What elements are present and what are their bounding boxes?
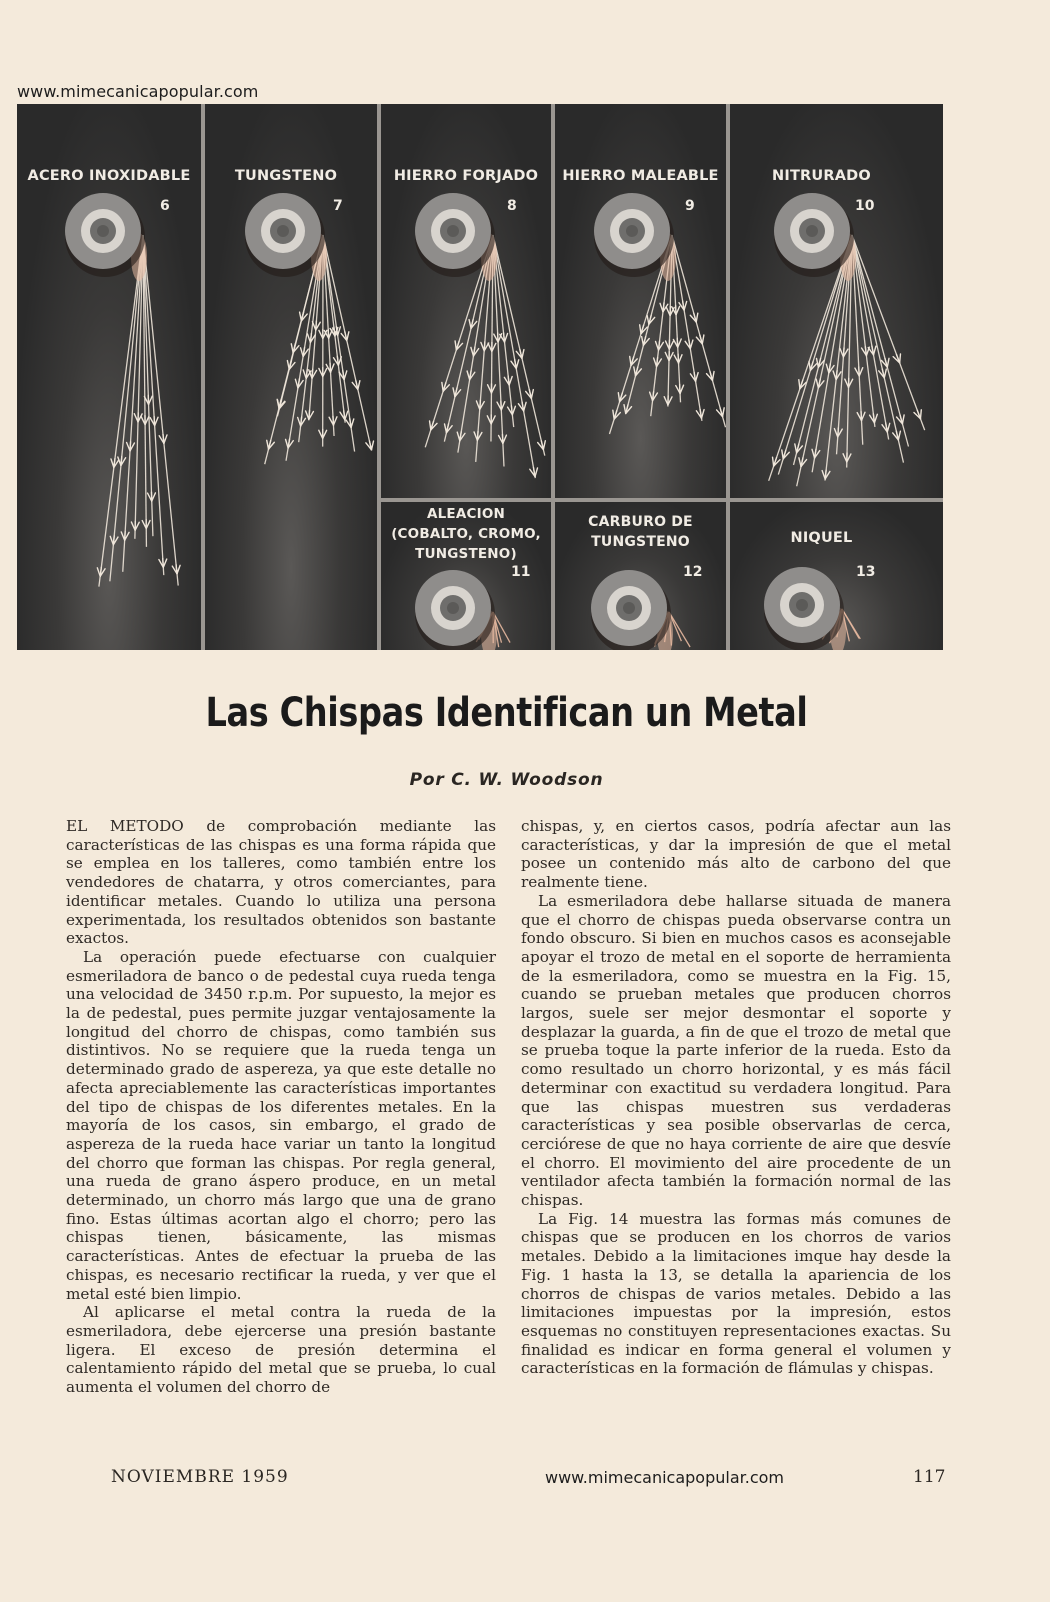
wheel-axle — [277, 225, 289, 237]
spark-stream — [97, 233, 180, 587]
spark-fork — [862, 412, 865, 420]
grinding-wheel-icon — [415, 193, 495, 277]
grinding-wheel-spark-illustration — [555, 502, 726, 650]
spark-fork — [524, 402, 526, 411]
article-column-right — [521, 817, 951, 1378]
panel-number: 6 — [160, 198, 170, 214]
panel-number: 9 — [685, 198, 695, 214]
wheel-axle — [806, 225, 818, 237]
grinding-wheel-spark-illustration — [730, 104, 943, 498]
grinding-wheel-icon — [245, 193, 325, 277]
paragraph: La operación puede efectuarse con cualquier esmeriladora de banco o de pedestal cuya rueda tenga una velocidad de 3450 r.p.m. Por supuesto, la mejor es la de pedestal, pues permite juzgar ventajosamente la longitud del chorro de chispas, como también sus distintivos. No se requiere que la rueda tenga un determinado grado de aspereza, ya que este detalle no afecta apreciablemente las características importantes del tipo de chispas de los diferentes metales. En la mayoría de los casos, sin embargo, el grado de aspereza de la rueda hace variar un tanto la longitud del chorro que forman las chispas. Por regla general, una rueda de grano áspero produce, en un metal determinado, un chorro más largo que una de grano fino. Estas últimas acortan algo el chorro; pero las chispas tienen, básicamente, las mismas características. Antes de efectuar la prueba de las chispas, es necesario rectificar la rueda, y ver que el metal esté bien limpio. — [66, 947, 496, 1303]
grinding-wheel-spark-illustration — [730, 502, 943, 650]
spark-fork — [347, 332, 349, 341]
article-byline: Por C. W. Woodson — [409, 770, 604, 790]
wheel-axle — [447, 225, 459, 237]
spark-fork — [331, 364, 334, 372]
figure-panel-7 — [205, 104, 377, 650]
watermark-url-top: www.mimecanicapopular.com — [17, 82, 259, 101]
spark-fork — [522, 350, 524, 359]
panel-label-line: TUNGSTENO) — [415, 546, 517, 562]
spark-fork — [345, 411, 348, 420]
grinding-wheel-icon — [591, 570, 671, 650]
wheel-axle — [626, 225, 638, 237]
grinding-wheel-spark-illustration — [381, 104, 551, 498]
panel-divider — [551, 104, 555, 650]
panel-label-line: ALEACION — [426, 506, 506, 522]
panel-number: 11 — [511, 564, 531, 580]
panel-divider — [726, 104, 730, 650]
figure-panel-6 — [17, 104, 201, 650]
figure-panel-8 — [381, 104, 551, 498]
article-column-left — [66, 817, 496, 1397]
panel-divider — [381, 498, 943, 502]
spark-fork — [509, 377, 512, 385]
grinding-wheel-icon — [65, 193, 145, 277]
paragraph: Al aplicarse el metal contra la rueda de la esmeriladora, debe ejercerse una presión bastante ligera. El exceso de presión determina el calentamiento rápido del metal que se prueba, lo cual aumenta el volumen del chorro de — [66, 1303, 496, 1397]
panel-number: 12 — [683, 564, 703, 580]
wheel-axle — [97, 225, 109, 237]
spark-line — [123, 235, 143, 572]
spark-fork — [712, 372, 714, 381]
spark-fork — [344, 371, 347, 380]
spark-fork — [902, 415, 904, 424]
grinding-wheel-icon — [774, 193, 854, 277]
grinding-wheel-spark-illustration — [17, 104, 201, 650]
paragraph: chispas, y, en ciertos casos, podría afectar aun las características, y dar la impresión de que el metal posee un contenido más alto de carbono del que realmente tiene. — [521, 817, 951, 892]
panel-label: NIQUEL — [790, 530, 853, 546]
wheel-axle — [796, 599, 808, 611]
paragraph: La esmeriladora debe hallarse situada de manera que el chorro de chispas pueda observarse contra un fondo obscuro. Si bien en muchos casos es aconsejable apoyar el trozo de metal en el soporte de herramienta de la esmeriladora, como se muestra en la Fig. 15, cuando se prueban metales que producen chorros largos, suele ser mejor desmontar el soporte y desplazar la guarda, a fin de que el trozo de metal que se prueba toque la parte inferior de la rueda. Esto da como resultado un chorro horizontal, y es más fácil determinar con exactitud su verdadera longitud. Para que las chispas muestren sus verdaderas características y sea posible observarlas de cerca, cerciórese de que no haya corriente de aire que desvíe el chorro. El movimiento del aire procedente de un ventilador afecta también la formación normal de las chispas. — [521, 891, 951, 1210]
spark-stream — [769, 233, 925, 486]
spark-fork — [679, 355, 682, 363]
spark-fork — [874, 414, 877, 423]
spark-fork — [702, 335, 704, 344]
spark-fork — [505, 334, 508, 342]
spark-fork — [503, 435, 507, 443]
panel-label: TUNGSTENO — [234, 168, 338, 184]
spark-fork — [163, 559, 166, 567]
spark-fork — [535, 468, 537, 477]
panel-label: NITRURADO — [772, 168, 871, 184]
spark-fork — [371, 441, 373, 450]
spark-fork — [873, 346, 875, 355]
watermark-url-bottom: www.mimecanicapopular.com — [545, 1468, 784, 1487]
grinding-wheel-icon — [594, 193, 674, 277]
spark-fork — [723, 408, 725, 417]
panel-number: 13 — [856, 564, 876, 580]
grinding-wheel-spark-illustration — [205, 104, 377, 650]
spark-line — [493, 235, 545, 456]
panel-label-line: (COBALTO, CROMO, — [391, 526, 541, 542]
spark-fork — [887, 423, 889, 432]
spark-fork — [358, 381, 360, 390]
footer-issue-date: NOVIEMBRE 1959 — [111, 1467, 289, 1487]
spark-fork — [351, 419, 354, 428]
spark-fork — [702, 410, 705, 419]
figure-panel-11 — [381, 502, 551, 650]
figure-panel-13 — [730, 502, 943, 650]
wheel-axle — [447, 602, 459, 614]
panel-number: 10 — [855, 198, 875, 214]
spark-fork — [155, 417, 158, 425]
spark-fork — [676, 306, 679, 314]
panel-label: HIERRO MALEABLE — [562, 168, 719, 184]
spark-fork — [177, 565, 180, 573]
spark-fork — [164, 435, 167, 443]
panel-label-line: CARBURO DE — [588, 514, 693, 530]
grinding-wheel-spark-illustration — [381, 502, 551, 650]
spark-fork — [680, 385, 683, 393]
spark-fork — [690, 340, 693, 349]
spark-fork — [696, 373, 699, 382]
spark-fork — [898, 431, 900, 440]
wheel-axle — [623, 602, 635, 614]
article-title: Las Chispas Identifican un Metal — [205, 690, 808, 736]
spark-fork — [333, 417, 336, 425]
page-number: 117 — [913, 1467, 946, 1487]
paragraph: EL METODO de comprobación mediante las características de las chispas es una forma rápida que se emplea en los talleres, como también entre los vendedores de chatarra, y otros comerciantes, para identificar metales. Cuando lo utiliza una persona experimentada, los resultados obtenidos son bastante exactos. — [66, 817, 496, 948]
grinding-wheel-spark-illustration — [555, 104, 726, 498]
panel-label: HIERRO FORJADO — [393, 168, 539, 184]
figure-panel-10 — [730, 104, 943, 498]
spark-fork — [696, 313, 698, 322]
spark-fork — [543, 441, 545, 450]
figure-panel-12 — [555, 502, 726, 650]
spark-fork — [884, 369, 886, 378]
spark-fork — [512, 406, 515, 414]
panel-number: 7 — [333, 198, 343, 214]
spark-fork — [859, 368, 862, 376]
spark-test-figure — [17, 104, 943, 650]
panel-label: ACERO INOXIDABLE — [27, 168, 191, 184]
grinding-wheel-icon — [415, 570, 495, 650]
spark-line — [852, 235, 925, 430]
spark-line — [852, 235, 903, 463]
panel-divider — [377, 104, 381, 650]
spark-fork — [501, 402, 505, 410]
spark-line — [99, 235, 143, 587]
spark-fork — [531, 390, 533, 399]
spark-fork — [684, 301, 687, 310]
figure-panel-9 — [555, 104, 726, 498]
panel-number: 8 — [507, 198, 517, 214]
spark-fork — [887, 358, 889, 367]
spark-fork — [516, 360, 518, 369]
spark-fork — [678, 339, 681, 347]
spark-fork — [900, 354, 901, 363]
spark-fork — [920, 410, 921, 419]
grinding-wheel-icon — [764, 567, 844, 650]
panel-label-line: TUNGSTENO — [591, 534, 690, 550]
panel-divider — [201, 104, 205, 650]
paragraph: La Fig. 14 muestra las formas más comunes de chispas que se producen en los chorros de varios metales. Debido a la limitaciones imque hay desde la Fig. 1 hasta la 13, se detalla la apariencia de los chorros de chispas de varios metales. Debido a las limitaciones impuestas por la impresión, estos esquemas no constituyen representaciones exactas. Su finalidad es indicar en forma general el volumen y características en la formación de flámulas y chispas. — [521, 1209, 951, 1378]
